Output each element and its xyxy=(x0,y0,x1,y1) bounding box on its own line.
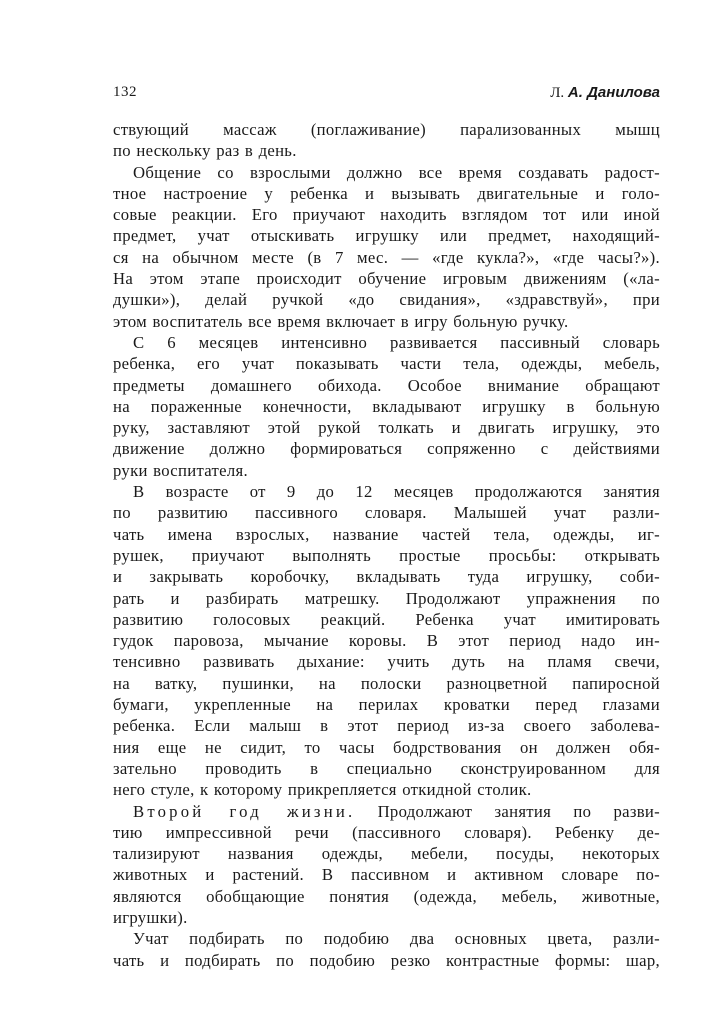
text-line: тию импрессивной речи (пассивного словаря). Ребенку де- xyxy=(113,822,660,842)
text-line: Учат подбирать по подобию два основных цвета, разли- xyxy=(133,929,660,949)
text-line: На этом этапе происходит обучение игровым движениям («ла- xyxy=(113,269,660,289)
text-line: чать и подбирать по подобию резко контрастные формы: шар, xyxy=(113,950,660,970)
text-line: чать имена взрослых, название частей тела, одежды, иг- xyxy=(113,524,660,544)
text-line: тенсивно развивать дыхание: учить дуть на пламя свечи, xyxy=(113,652,660,672)
body-text xyxy=(113,119,660,971)
text-line: В возрасте от 9 до 12 месяцев продолжаются занятия xyxy=(133,482,660,502)
text-line: на пораженные конечности, вкладывают игрушку в больную xyxy=(113,396,660,416)
text-line: ребенка. Если малыш в этот период из-за своего заболева- xyxy=(113,716,660,736)
text-line: руку, заставляют этой рукой толкать и двигать игрушку, это xyxy=(113,418,660,438)
text-line: тализируют названия одежды, мебели, посуды, некоторых xyxy=(113,844,660,864)
text-line: рушек, приучают выполнять простые просьбы: открывать xyxy=(113,545,660,565)
page-header xyxy=(113,84,660,106)
text-line: душки»), делай ручкой «до свидания», «здравствуй», при xyxy=(113,290,660,310)
text-line: него стуле, к которому прикрепляется откидной столик. xyxy=(113,780,532,800)
author-initial: Л. xyxy=(550,85,565,101)
text-line: предметы домашнего обихода. Особое внимание обращают xyxy=(113,375,660,395)
text-line: руки воспитателя. xyxy=(113,460,248,480)
text-line: С 6 месяцев интенсивно развивается пассивный словарь xyxy=(133,332,660,352)
author-name: А. Данилова xyxy=(567,84,660,101)
text-line xyxy=(113,801,660,822)
text-line: этом воспитатель все время включает в игру больную ручку. xyxy=(113,311,569,331)
text-line: животных и растений. В пассивном и активном словаре по- xyxy=(113,865,660,885)
text-line: ствующий массаж (поглаживание) парализованных мышц xyxy=(113,120,660,139)
text-line: и закрывать коробочку, вкладывать туда игрушку, соби- xyxy=(113,567,660,587)
text-line: по нескольку раз в день. xyxy=(113,141,297,161)
text-line: тное настроение у ребенка и вызывать двигательные и голо- xyxy=(113,183,660,203)
text-line: зательно проводить в специально сконструированном для xyxy=(113,758,660,778)
running-head xyxy=(550,84,660,102)
text-line: ния еще не сидит, то часы бодрствования он должен обя- xyxy=(113,737,660,757)
text-line: бумаги, укрепленные на перилах кроватки перед глазами xyxy=(113,695,660,715)
text-line: ся на обычном месте (в 7 мес. — «где кукла?», «где часы?»). xyxy=(113,247,660,267)
text-line: Общение со взрослыми должно все время создавать радост- xyxy=(133,162,660,182)
text-line: гудок паровоза, мычание коровы. В этот период надо ин- xyxy=(113,631,660,651)
text-line: совые реакции. Его приучают находить взглядом тот или иной xyxy=(113,205,660,225)
text-line: игрушки). xyxy=(113,907,188,927)
text-line: предмет, учат отыскивать игрушку или предмет, находящий- xyxy=(113,226,660,246)
text-line: развитию голосовых реакций. Ребенка учат имитировать xyxy=(113,609,660,629)
text-line: по развитию пассивного словаря. Малышей учат разли- xyxy=(113,503,660,523)
text-line: ребенка, его учат показывать части тела, одежды, мебель, xyxy=(113,354,660,374)
text-line: на ватку, пушинки, на полоски разноцветной папиросной xyxy=(113,673,660,693)
line-text: Продолжают занятия по разви- xyxy=(355,801,660,821)
text-line: движение должно формироваться сопряженно с действиями xyxy=(113,439,660,459)
text-line: рать и разбирать матрешку. Продолжают упражнения по xyxy=(113,588,660,608)
spaced-heading: Второй год жизни. xyxy=(133,801,356,821)
text-line: являются обобщающие понятия (одежда, мебель, животные, xyxy=(113,886,660,906)
page-number: 132 xyxy=(113,84,137,100)
